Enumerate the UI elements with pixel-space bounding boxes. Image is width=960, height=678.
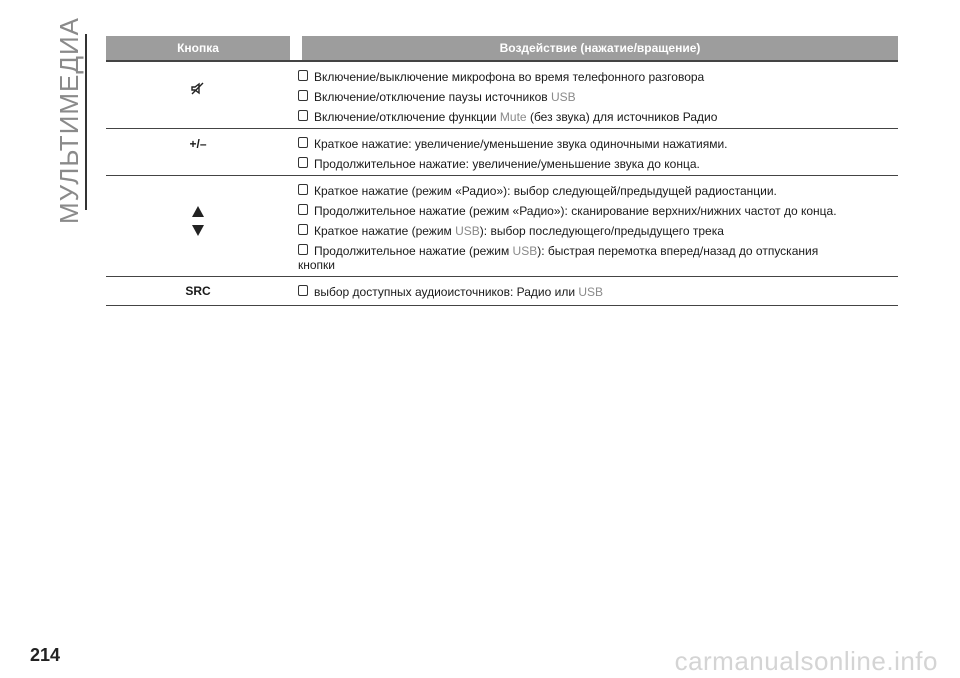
list-item: Краткое нажатие (режим «Радио»): выбор следующей/предыдущей радиостанции. [298, 181, 898, 201]
controls-table [106, 36, 898, 306]
table-row [106, 175, 898, 276]
checkbox-bullet-icon [298, 244, 308, 255]
list-item: Продолжительное нажатие (режим «Радио»): сканирование верхних/нижних частот до конца. [298, 201, 898, 221]
checkbox-bullet-icon [298, 157, 308, 168]
arrow-down-icon [192, 225, 204, 236]
list-item-wrap: кнопки [298, 258, 336, 272]
list-item: Продолжительное нажатие: увеличение/уменьшение звука до конца. [298, 154, 898, 174]
list-item: Включение/отключение функции Mute (без звука) для источников Радио [298, 107, 898, 127]
list-item: Включение/отключение паузы источников USB [298, 87, 898, 107]
checkbox-bullet-icon [298, 204, 308, 215]
section-title: МУЛЬТИМЕДИА [54, 16, 85, 224]
table-row [106, 128, 898, 175]
checkbox-bullet-icon [298, 90, 308, 101]
list-item: Краткое нажатие (режим USB): выбор последующего/предыдущего трека [298, 221, 898, 241]
key-cell [106, 62, 290, 128]
volume-key-label: +/– [189, 137, 207, 151]
arrow-up-icon [192, 206, 204, 217]
watermark: carmanualsonline.info [674, 646, 938, 676]
list-item: выбор доступных аудиоисточников: Радио или USB [298, 282, 898, 302]
checkbox-bullet-icon [298, 70, 308, 81]
section-divider [85, 34, 87, 210]
header-action: Воздействие (нажатие/вращение) [302, 36, 898, 60]
list-item: Краткое нажатие: увеличение/уменьшение звука одиночными нажатиями. [298, 134, 898, 154]
checkbox-bullet-icon [298, 110, 308, 121]
list-item: Включение/выключение микрофона во время телефонного разговора [298, 67, 898, 87]
key-cell [106, 129, 290, 175]
table-row [106, 276, 898, 306]
key-cell [106, 277, 290, 305]
mute-microphone-icon [191, 82, 205, 98]
header-button: Кнопка [106, 36, 290, 60]
key-cell [106, 176, 290, 276]
action-cell [290, 129, 898, 175]
page-number: 214 [30, 645, 61, 665]
list-item: Продолжительное нажатие (режим USB): быстрая перемотка вперед/назад до отпускания [298, 241, 898, 261]
src-key-label: SRC [185, 284, 211, 298]
checkbox-bullet-icon [298, 137, 308, 148]
table-header [106, 36, 898, 60]
checkbox-bullet-icon [298, 224, 308, 235]
action-cell [290, 62, 898, 128]
checkbox-bullet-icon [298, 184, 308, 195]
action-cell [290, 277, 898, 305]
table-row [106, 60, 898, 128]
action-cell [290, 176, 898, 276]
checkbox-bullet-icon [298, 285, 308, 296]
